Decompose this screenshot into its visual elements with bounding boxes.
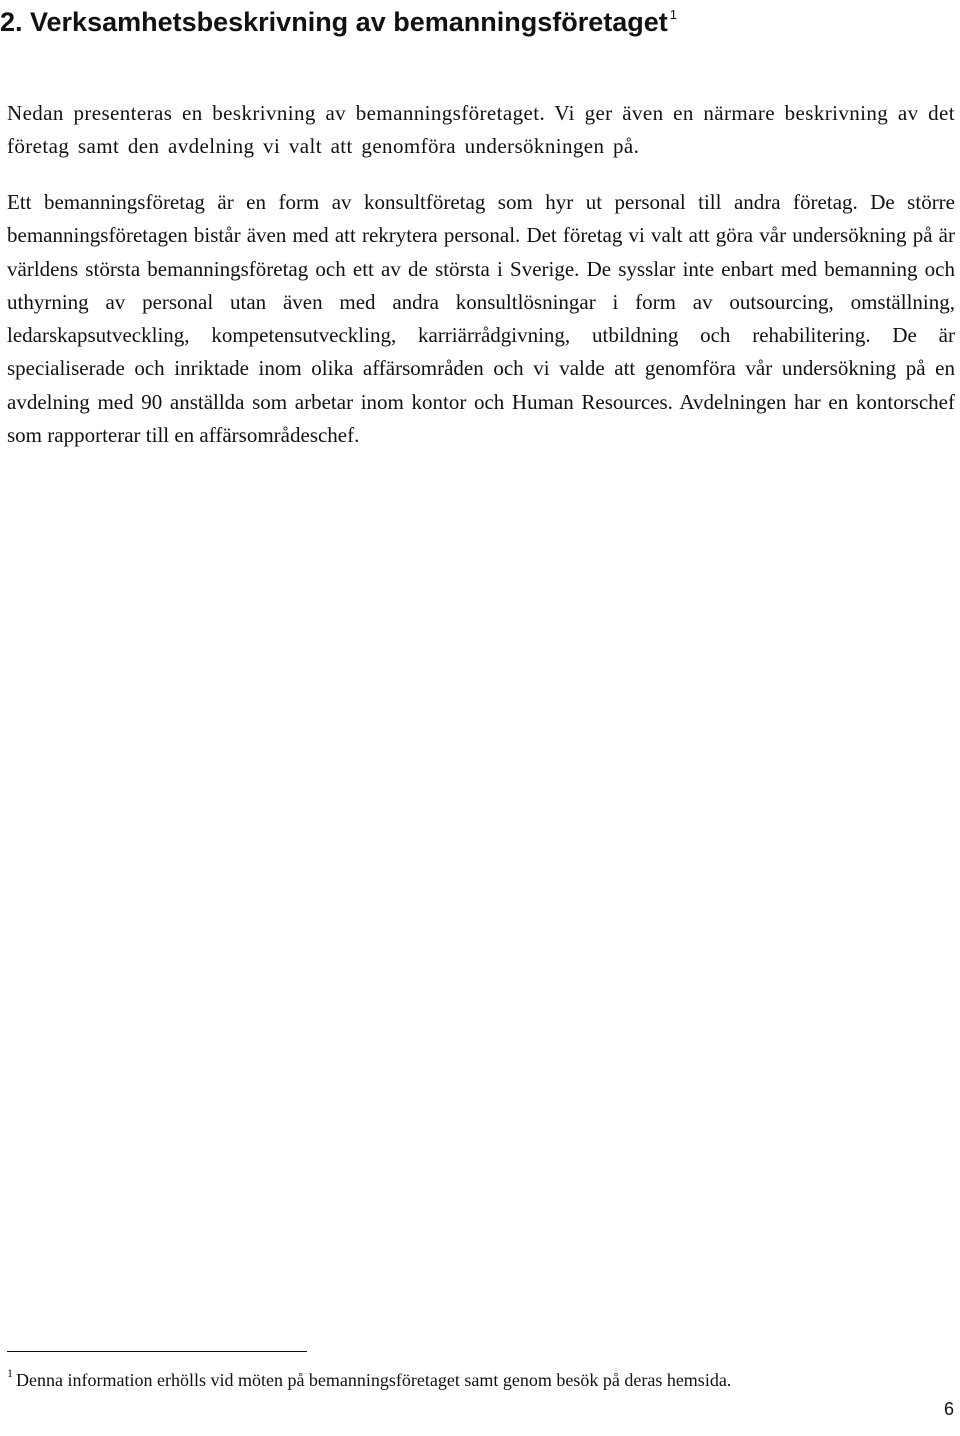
page-number: 6: [943, 1399, 954, 1419]
footnote-number: 1: [7, 1366, 13, 1380]
intro-paragraph: Nedan presenteras en beskrivning av bemanningsföretaget. Vi ger även en närmare beskrivning av det företag samt den avdelning vi valt att genomföra undersökningen på.: [7, 101, 955, 158]
section-heading-text: 2. Verksamhetsbeskrivning av bemanningsföretaget: [0, 7, 668, 37]
footnote-text: Denna information erhölls vid möten på bemanningsföretaget samt genom besök på deras hemsida.: [16, 1370, 732, 1390]
section-heading: [0, 0, 677, 39]
body-paragraph: Ett bemanningsföretag är en form av konsultföretag som hyr ut personal till andra företag. De större bemanningsföretagen bistår även med att rekrytera personal. Det företag vi valt att göra vår undersökning på är världens största bemanningsföretag och ett av de största i Sverige. De sysslar inte enbart med bemanning och uthyrning av personal utan även med andra konsultlösningar i form av outsourcing, omställning, ledarskapsutveckling, kompetensutveckling, karriärrådgivning, utbildning och rehabilitering. De är specialiserade och inriktade inom olika affärsområden och vi valde att genomföra vår undersökning på en avdelning med 90 anställda som arbetar inom kontor och Human Resources. Avdelningen har en kontorschef som rapporterar till en affärsområdeschef.: [7, 190, 955, 448]
footnote-divider: [7, 1351, 307, 1352]
footnote-reference: 1: [669, 7, 677, 22]
footnote: [7, 1362, 731, 1393]
